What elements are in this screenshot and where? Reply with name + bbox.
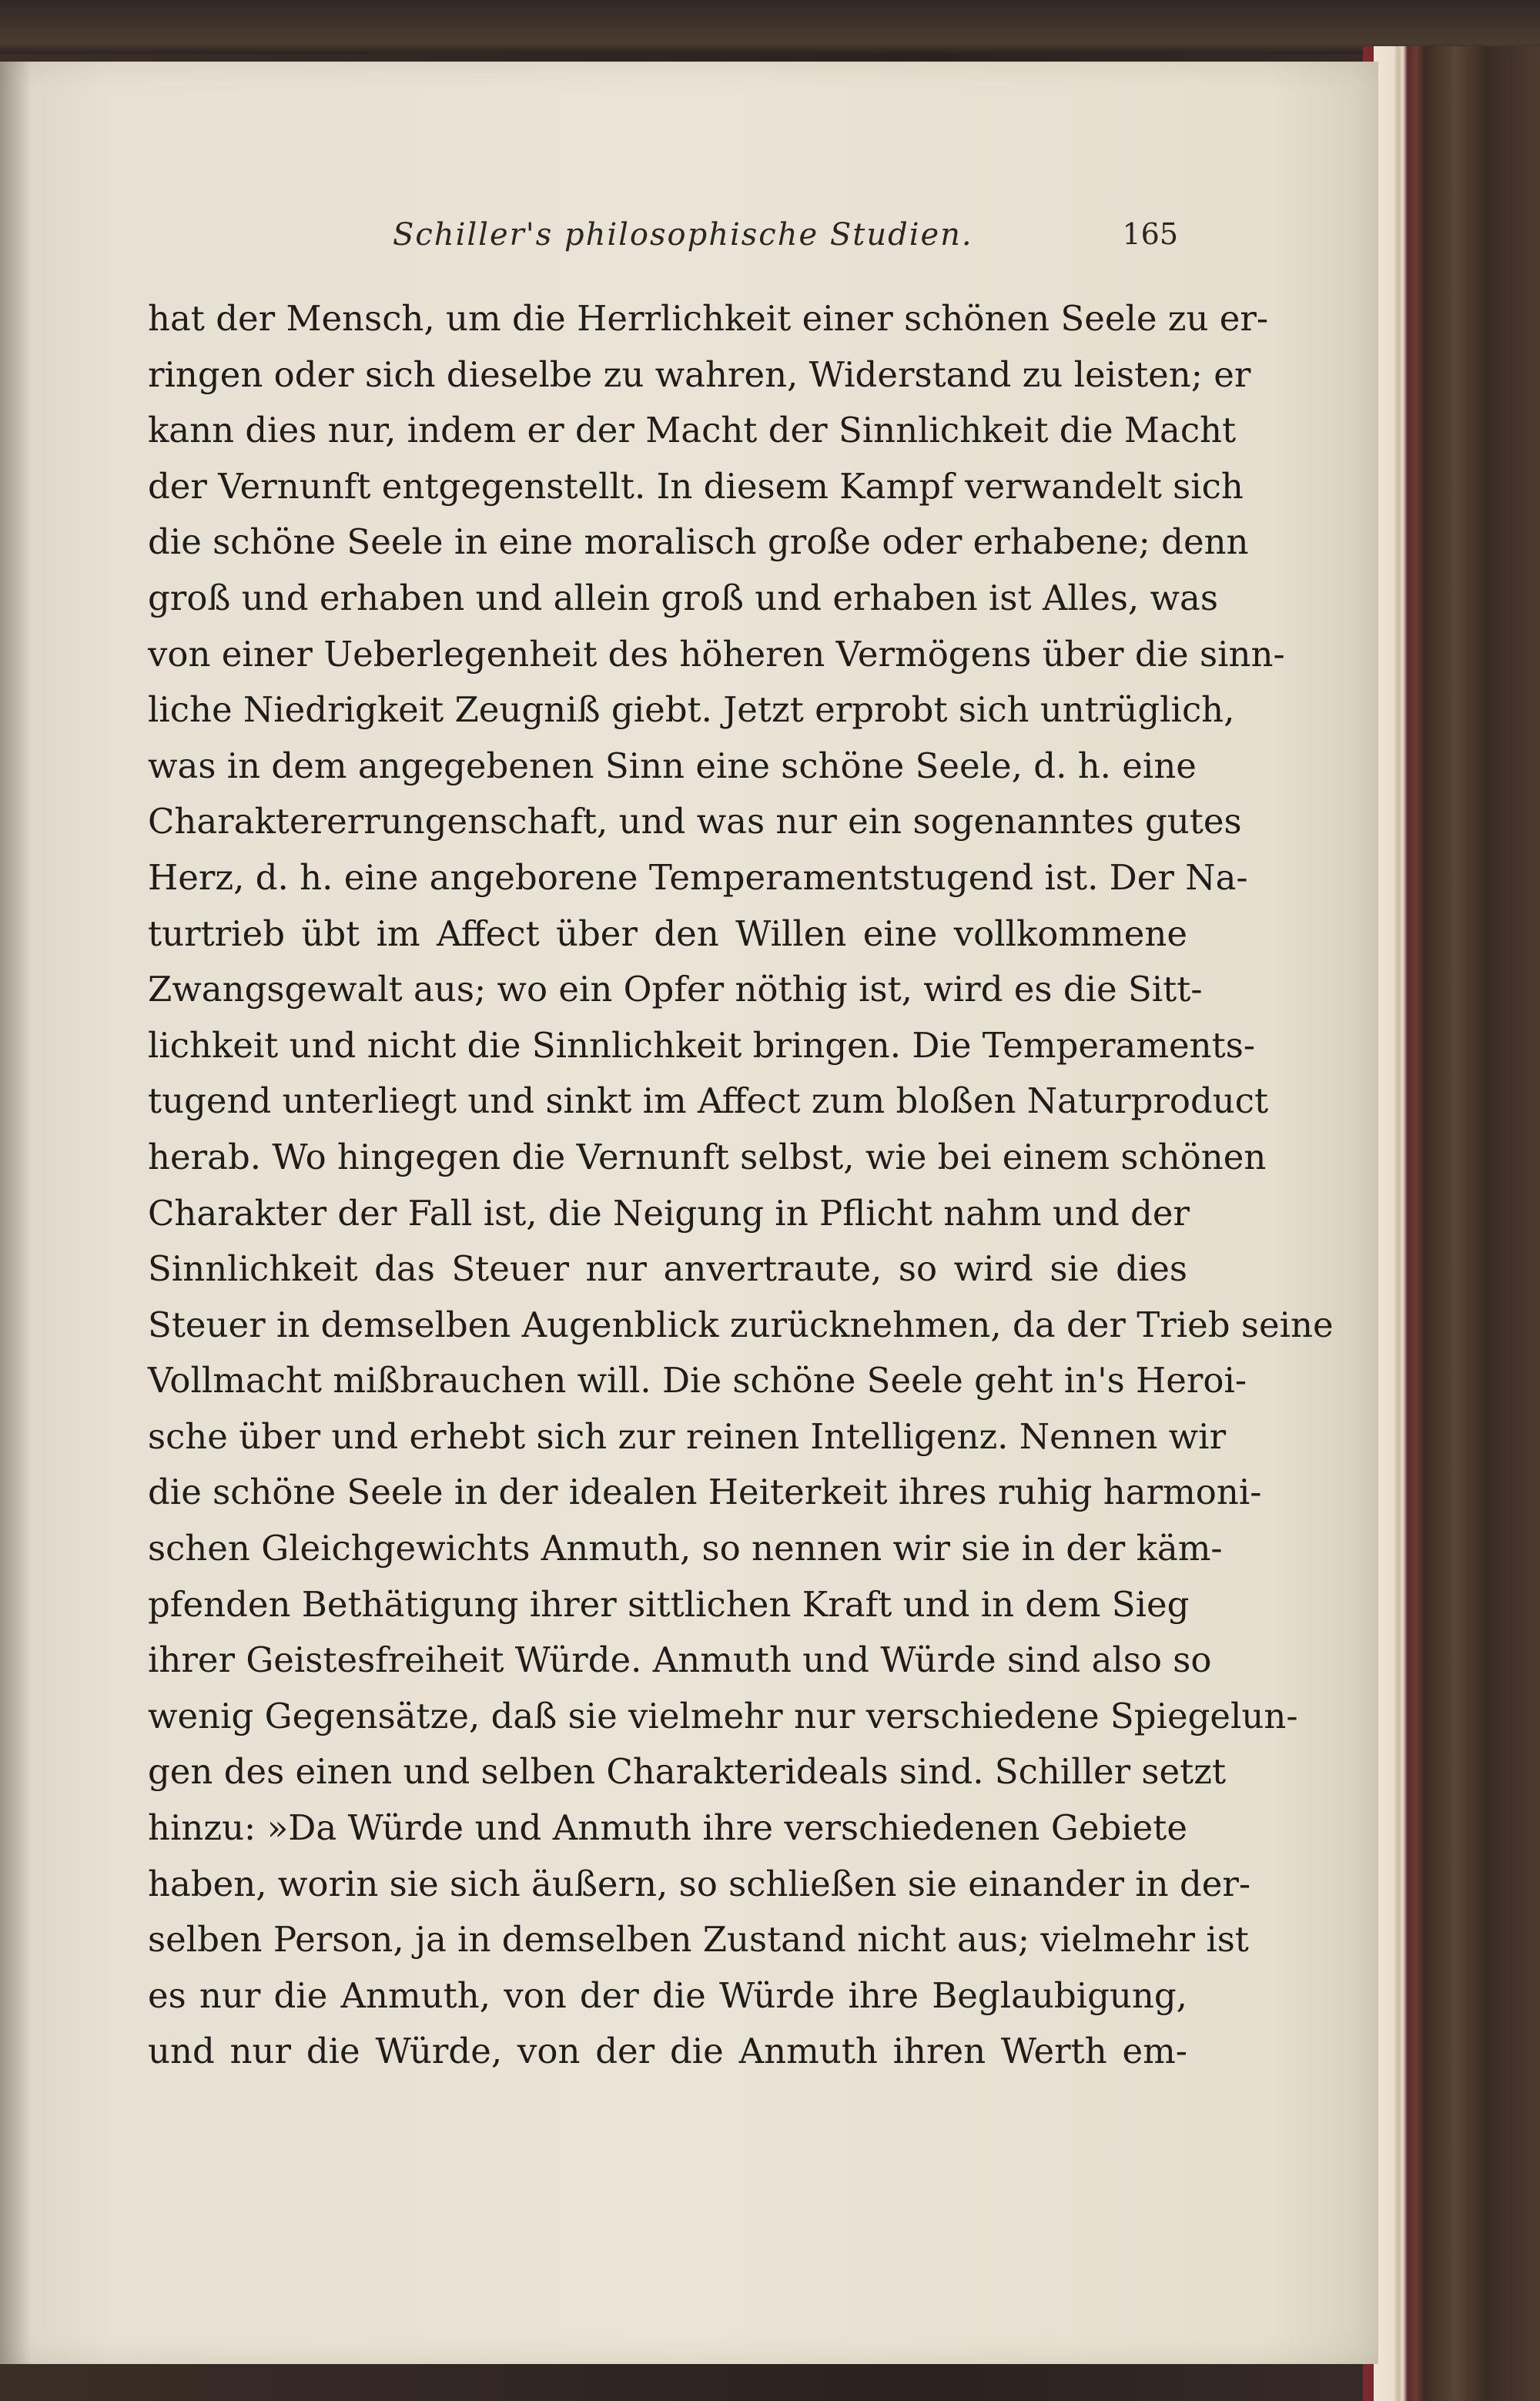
text-line: der Vernunft entgegenstellt. In diesem Kampf verwandelt sich — [148, 465, 1244, 507]
text-line: Herz, d. h. eine angeborene Temperamentstugend ist. Der Na- — [148, 856, 1248, 898]
text-line: Zwangsgewalt aus; wo ein Opfer nöthig ist, wird es die Sitt- — [148, 969, 1203, 1010]
body-text — [148, 291, 1334, 2080]
text-line: gen des einen und selben Charakterideals sind. Schiller setzt — [148, 1751, 1227, 1793]
text-line: es nur die Anmuth, von der die Würde ihre Beglaubigung, — [148, 1974, 1187, 2016]
text-line: Charakter der Fall ist, die Neigung in Pflicht nahm und der — [148, 1192, 1190, 1234]
text-line: pfenden Bethätigung ihrer sittlichen Kraft und in dem Sieg — [148, 1583, 1190, 1625]
text-line: hat der Mensch, um die Herrlichkeit einer schönen Seele zu er- — [148, 298, 1269, 339]
text-line: ringen oder sich dieselbe zu wahren, Widerstand zu leisten; er — [148, 353, 1251, 395]
text-line: und nur die Würde, von der die Anmuth ihren Werth em- — [148, 2031, 1187, 2072]
text-line: Charaktererrungenschaft, und was nur ein sogenanntes gutes — [148, 801, 1242, 842]
text-line: kann dies nur, indem er der Macht der Sinnlichkeit die Macht — [148, 410, 1237, 451]
text-line: was in dem angegebenen Sinn eine schöne Seele, d. h. eine — [148, 745, 1197, 786]
text-line: schen Gleichgewichts Anmuth, so nennen wir sie in der käm- — [148, 1528, 1223, 1569]
spine-shadow — [0, 62, 31, 2364]
text-line: wenig Gegensätze, daß sie vielmehr nur verschiedene Spiegelun- — [148, 1695, 1298, 1736]
text-line: selben Person, ja in demselben Zustand nicht aus; vielmehr ist — [148, 1919, 1249, 1961]
text-line: lichkeit und nicht die Sinnlichkeit bringen. Die Temperaments- — [148, 1024, 1256, 1066]
text-line: die schöne Seele in eine moralisch große oder erhabene; denn — [148, 521, 1249, 563]
text-line: ihrer Geistesfreiheit Würde. Anmuth und Würde sind also so — [148, 1639, 1212, 1681]
text-line: haben, worin sie sich äußern, so schließen sie einander in der- — [148, 1863, 1251, 1904]
text-line: sche über und erhebt sich zur reinen Intelligenz. Nennen wir — [148, 1415, 1227, 1457]
text-line: turtrieb übt im Affect über den Willen eine vollkommene — [148, 913, 1187, 954]
running-title: Schiller's philosophische Studien. — [393, 217, 973, 253]
page-header — [154, 217, 1178, 263]
text-line: Sinnlichkeit das Steuer nur anvertraute, so wird sie dies — [148, 1248, 1187, 1290]
text-line: die schöne Seele in der idealen Heiterkeit ihres ruhig harmoni- — [148, 1472, 1262, 1513]
text-line: groß und erhaben und allein groß und erhaben ist Alles, was — [148, 577, 1218, 618]
text-line: liche Niedrigkeit Zeugniß giebt. Jetzt erprobt sich untrüglich, — [148, 689, 1235, 731]
text-line: Steuer in demselben Augenblick zurücknehmen, da der Trieb seine — [148, 1304, 1334, 1345]
text-line: hinzu: »Da Würde und Anmuth ihre verschiedenen Gebiete — [148, 1807, 1187, 1849]
text-line: von einer Ueberlegenheit des höheren Vermögens über die sinn- — [148, 633, 1285, 675]
text-line: tugend unterliegt und sinkt im Affect zum bloßen Naturproduct — [148, 1080, 1269, 1122]
text-line: herab. Wo hingegen die Vernunft selbst, wie bei einem schönen — [148, 1136, 1267, 1177]
book-cover-top-edge — [0, 0, 1540, 54]
page-number: 165 — [1122, 217, 1178, 251]
book-page-edges — [1363, 46, 1540, 2401]
text-line: Vollmacht mißbrauchen will. Die schöne Seele geht in's Heroi- — [148, 1360, 1247, 1401]
